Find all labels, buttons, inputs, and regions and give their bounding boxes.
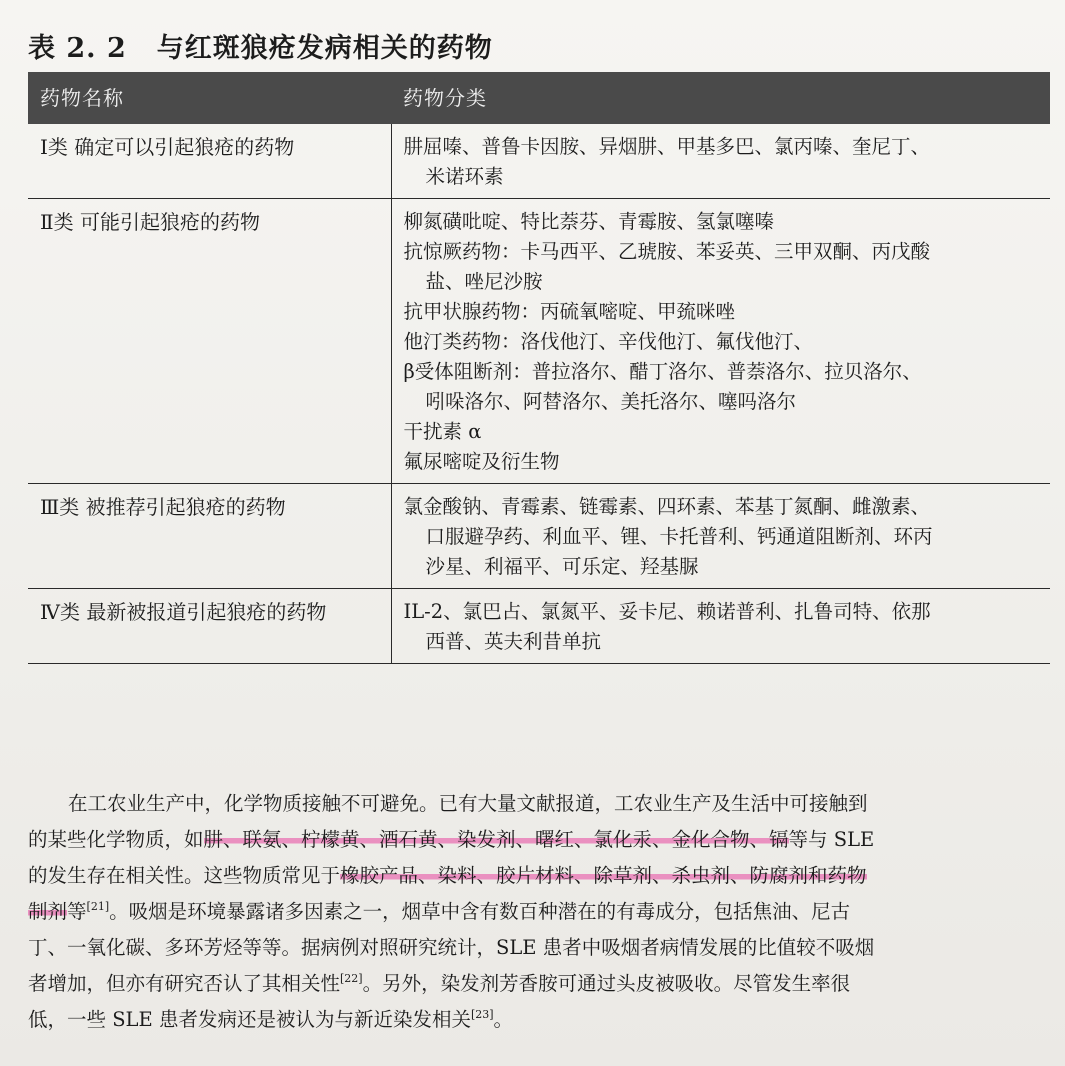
row-category-4: Ⅳ类 最新被报道引起狼疮的药物 [28,589,391,664]
table-row [28,484,1050,589]
citation-ref: [23] [470,1008,494,1021]
drug-line: 沙星、利福平、可乐定、羟基脲 [425,555,699,578]
table-row [28,589,1050,664]
text-run: 等与 SLE [788,828,875,851]
drug-line: 氯金酸钠、青霉素、链霉素、四环素、苯基丁氮酮、雌激素、 [403,495,931,518]
header-drug-name: 药物名称 [28,72,391,124]
paragraph-line [28,966,1003,1002]
table-row [28,199,1050,484]
drug-line: 氟尿嘧啶及衍生物 [403,450,560,473]
row-category-2: Ⅱ类 可能引起狼疮的药物 [28,199,391,484]
paragraph-line [28,822,1003,858]
paragraph-line: 在工农业生产中，化学物质接触不可避免。已有大量文献报道，工农业生产及生活中可接触到 [68,792,868,815]
text-run: 。 [493,1008,514,1031]
paragraph-line [28,1002,1003,1038]
highlighted-text: 肼、联氨、柠檬黄、酒石黄、染发剂、曙红、氯化汞、金化合物、镉 [203,828,789,851]
row-category-3: Ⅲ类 被推荐引起狼疮的药物 [28,484,391,589]
drug-line: 米诺环素 [425,165,504,188]
drug-line: 柳氮磺吡啶、特比萘芬、青霉胺、氢氯噻嗪 [403,210,775,233]
drug-line: 肼屈嗪、普鲁卡因胺、异烟肼、甲基多巴、氯丙嗪、奎尼丁、 [403,135,931,158]
highlighted-text: 制剂 [28,900,68,923]
highlighted-text: 橡胶产品、染料、胶片材料、除草剂、杀虫剂、防腐剂和药物 [340,864,867,887]
drug-line: 抗甲状腺药物：丙硫氧嘧啶、甲巯咪唑 [403,300,736,323]
table-caption [28,26,493,65]
paragraph-line: 丁、一氧化碳、多环芳烃等等。据病例对照研究统计，SLE 患者中吸烟者病情发展的比值较不吸烟 [28,936,875,959]
text-run: 低，一些 SLE 患者发病还是被认为与新近染发相关 [28,1008,471,1031]
table-row [28,124,1050,199]
header-drug-class: 药物分类 [391,72,1050,124]
table-header-row [28,72,1050,124]
text-run: 者增加，但亦有研究否认了其相关性 [28,972,341,995]
text-run: 。吸烟是环境暴露诸多因素之一，烟草中含有数百种潜在的有毒成分，包括焦油、尼古 [109,900,851,923]
drug-line: IL-2、氯巴占、氯氮平、妥卡尼、赖诺普利、扎鲁司特、依那 [403,600,931,623]
drug-line: 西普、英夫利昔单抗 [425,630,602,653]
text-run: 的某些化学物质，如 [28,828,204,851]
citation-ref: [21] [86,900,110,913]
drug-line: 口服避孕药、利血平、锂、卡托普利、钙通道阻断剂、环丙 [425,525,933,548]
drug-line: β受体阻断剂：普拉洛尔、醋丁洛尔、普萘洛尔、拉贝洛尔、 [403,360,922,383]
paragraph-line [28,858,1003,894]
drug-line: 抗惊厥药物：卡马西平、乙琥胺、苯妥英、三甲双酮、丙戊酸 [403,240,931,263]
row-drugs-2 [391,199,1050,484]
drug-line: 吲哚洛尔、阿替洛尔、美托洛尔、噻吗洛尔 [425,390,797,413]
drug-line: 干扰素 α [403,420,482,443]
paragraph-line [28,894,1003,930]
text-run: 。另外，染发剂芳香胺可通过头皮被吸收。尽管发生率很 [362,972,851,995]
row-category-1: Ⅰ类 确定可以引起狼疮的药物 [28,124,391,199]
table-caption-text: 与红斑狼疮发病相关的药物 [156,33,493,64]
row-drugs-1 [391,124,1050,199]
citation-ref: [22] [340,972,363,985]
body-paragraph [28,786,1003,1038]
drug-line: 盐、唑尼沙胺 [425,270,543,293]
row-drugs-4 [391,589,1050,664]
drug-line: 他汀类药物：洛伐他汀、辛伐他汀、氟伐他汀、 [403,330,814,353]
text-run: 的发生存在相关性。这些物质常见于 [28,864,341,887]
row-drugs-3 [391,484,1050,589]
drug-table [28,72,1050,664]
text-run: 等 [67,900,87,923]
table-caption-number: 表 2. 2 [28,33,127,64]
